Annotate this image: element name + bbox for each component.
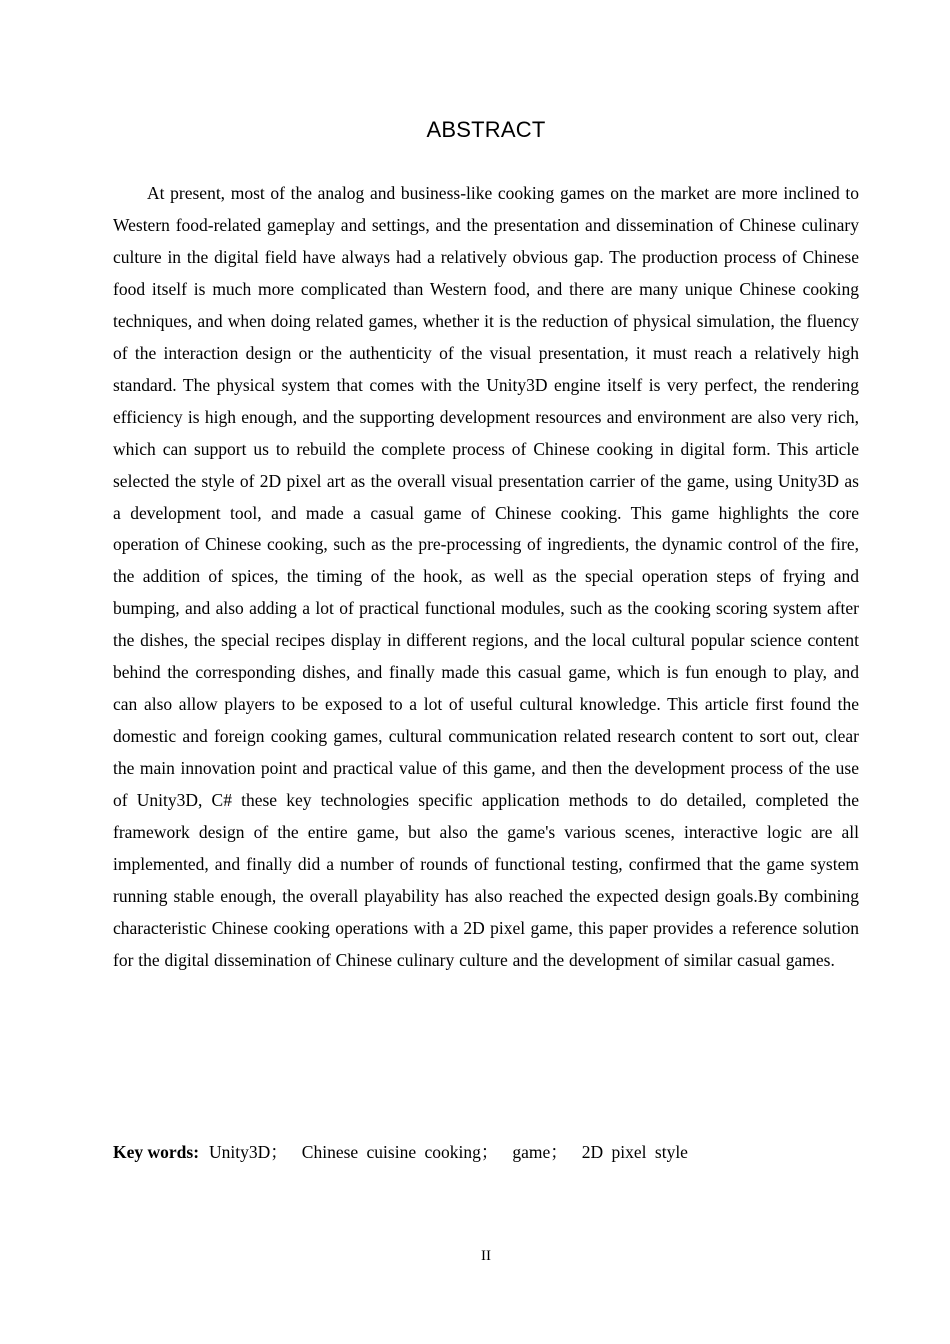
keywords-label: Key words:: [113, 1142, 200, 1162]
abstract-paragraph: At present, most of the analog and business-like cooking games on the market are more inclined to Western food-related gameplay and settings, and the presentation and dissemination of Chinese culinary culture in the digital field have always had a relatively obvious gap. The production process of Chinese food itself is much more complicated than Western food, and there are many unique Chinese cooking techniques, and when doing related games, whether it is the reduction of physical simulation, the fluency of the interaction design or the authenticity of the visual presentation, it must reach a relatively high standard. The physical system that comes with the Unity3D engine itself is very perfect, the rendering efficiency is high enough, and the supporting development resources and environment are also very rich, which can support us to rebuild the complete process of Chinese cooking in digital form. This article selected the style of 2D pixel art as the overall visual presentation carrier of the game, using Unity3D as a development tool, and made a casual game of Chinese cooking. This game highlights the core operation of Chinese cooking, such as the pre-processing of ingredients, the dynamic control of the fire, the addition of spices, the timing of the hook, as well as the special operation steps of frying and bumping, and also adding a lot of practical functional modules, such as the cooking scoring system after the dishes, the special recipes display in different regions, and the local cultural popular science content behind the corresponding dishes, and finally made this casual game, which is fun enough to play, and can also allow players to be exposed to a lot of useful cultural knowledge. This article first found the domestic and foreign cooking games, cultural communication related research content to sort out, clear the main innovation point and practical value of this game, and then the development process of the use of Unity3D, C# these key technologies specific application methods to do detailed, completed the framework design of the entire game, but also the game's various scenes, interactive logic are all implemented, and finally did a number of rounds of functional testing, confirmed that the game system running stable enough, the overall playability has also reached the expected design goals.By combining characteristic Chinese cooking operations with a 2D pixel game, this paper provides a reference solution for the digital dissemination of Chinese culinary culture and the development of similar casual games.: [113, 183, 859, 970]
keywords-line: [113, 1136, 859, 1168]
page-number: II: [481, 1248, 491, 1264]
keyword-item: 2D pixel style: [581, 1142, 688, 1162]
keyword-separator: ；: [480, 1142, 499, 1162]
keyword-item: Chinese cuisine cooking: [301, 1142, 481, 1162]
keyword-separator: ；: [550, 1142, 568, 1162]
abstract-title: ABSTRACT: [426, 117, 546, 142]
keyword-item: Unity3D: [209, 1142, 271, 1162]
keyword-separator: ；: [270, 1142, 288, 1162]
keyword-item: game: [512, 1142, 551, 1162]
